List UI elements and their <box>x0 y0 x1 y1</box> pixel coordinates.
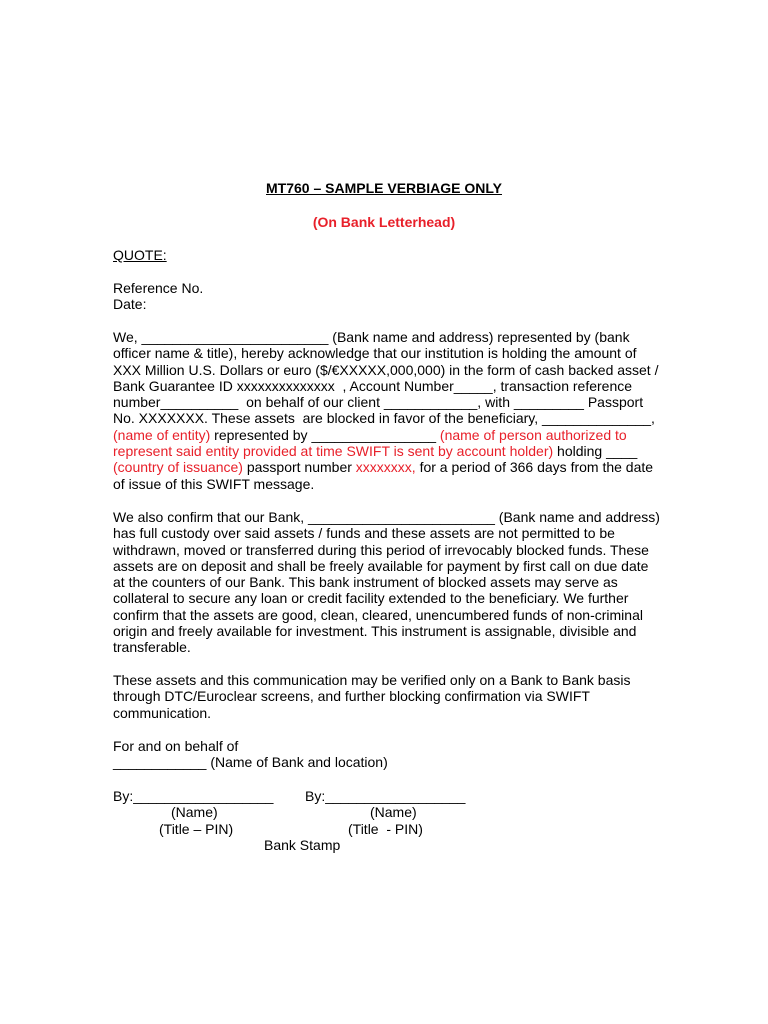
reference-block <box>113 280 658 313</box>
bank-name-location-line: ____________ (Name of Bank and location) <box>113 754 388 771</box>
paragraph-line: number__________ on behalf of our client ____________, with _________ Passport <box>113 394 644 411</box>
period-text: for a period of 366 days from the date <box>415 459 654 476</box>
document-title: MT760 – SAMPLE VERBIAGE ONLY <box>266 180 502 196</box>
paragraph-line: No. XXXXXXX. These assets are blocked in favor of the beneficiary, ______________, <box>113 410 655 427</box>
name-caption-right: (Name) <box>370 804 417 820</box>
paragraph-line: collateral to secure any loan or credit facility extended to the beneficiary. We further <box>113 590 629 607</box>
paragraph-line: transferable. <box>113 639 191 656</box>
title-pin-caption-right: (Title - PIN) <box>348 821 423 837</box>
represented-by-text: represented by ________________ <box>210 426 440 443</box>
paragraph-line: communication. <box>113 704 212 721</box>
quote-label: QUOTE: <box>113 247 167 263</box>
paragraph-line: assets are on deposit and shall be freely available for payment by first call on due date <box>113 557 649 574</box>
paragraph-line: withdrawn, moved or transferred during this period of irrevocably blocked funds. These <box>113 541 649 558</box>
reference-number-label: Reference No. <box>113 280 204 296</box>
verification-paragraph <box>113 672 658 721</box>
letterhead-note: (On Bank Letterhead) <box>312 214 456 230</box>
signature-line-right: By:__________________ <box>305 788 466 804</box>
bank-stamp-label: Bank Stamp <box>264 837 341 853</box>
paragraph-line: through DTC/Euroclear screens, and further blocking confirmation via SWIFT <box>113 688 590 705</box>
paragraph-line: at the counters of our Bank. This bank instrument of blocked assets may serve as <box>113 574 618 591</box>
holding-text: holding ____ <box>553 443 638 460</box>
title-pin-caption-left: (Title – PIN) <box>159 821 234 837</box>
authorized-person-placeholder-cont: represent said entity provided at time SWIFT is sent by account holder) <box>113 443 554 460</box>
paragraph-line: These assets and this communication may be verified only on a Bank to Bank basis <box>113 672 631 688</box>
paragraph-line: origin and freely available for investment. This instrument is assignable, divisible and <box>113 623 637 640</box>
on-behalf-block <box>113 738 658 771</box>
entity-name-placeholder: (name of entity) <box>113 426 211 443</box>
custody-paragraph <box>113 509 658 656</box>
passport-number-placeholder: xxxxxxxx, <box>355 459 416 476</box>
acknowledgement-paragraph <box>113 329 658 492</box>
paragraph-line: We, ________________________ (Bank name and address) represented by (bank <box>113 329 630 345</box>
passport-number-text: passport number <box>242 459 356 476</box>
date-label: Date: <box>113 296 147 313</box>
name-caption-left: (Name) <box>171 804 218 820</box>
paragraph-line: Bank Guarantee ID xxxxxxxxxxxxxx , Account Number_____, transaction reference <box>113 377 633 394</box>
paragraph-line <box>113 459 658 475</box>
paragraph-line: confirm that the assets are good, clean, cleared, unencumbered funds of non-criminal <box>113 606 643 623</box>
paragraph-line: officer name & title), hereby acknowledge that our institution is holding the amount of <box>113 345 637 362</box>
paragraph-line <box>113 427 658 443</box>
signature-line-left: By:__________________ <box>113 788 274 804</box>
paragraph-line <box>113 443 658 459</box>
paragraph-line: of issue of this SWIFT message. <box>113 475 315 492</box>
on-behalf-label: For and on behalf of <box>113 738 239 754</box>
paragraph-line: We also confirm that our Bank, ________________________ (Bank name and address) <box>113 509 660 525</box>
paragraph-line: has full custody over said assets / funds and these assets are not permitted to be <box>113 525 615 542</box>
country-placeholder: (country of issuance) <box>113 459 243 476</box>
authorized-person-placeholder: (name of person authorized to <box>439 426 627 443</box>
paragraph-line: XXX Million U.S. Dollars or euro ($/€XXXXX,000,000) in the form of cash backed asset / <box>113 361 659 378</box>
